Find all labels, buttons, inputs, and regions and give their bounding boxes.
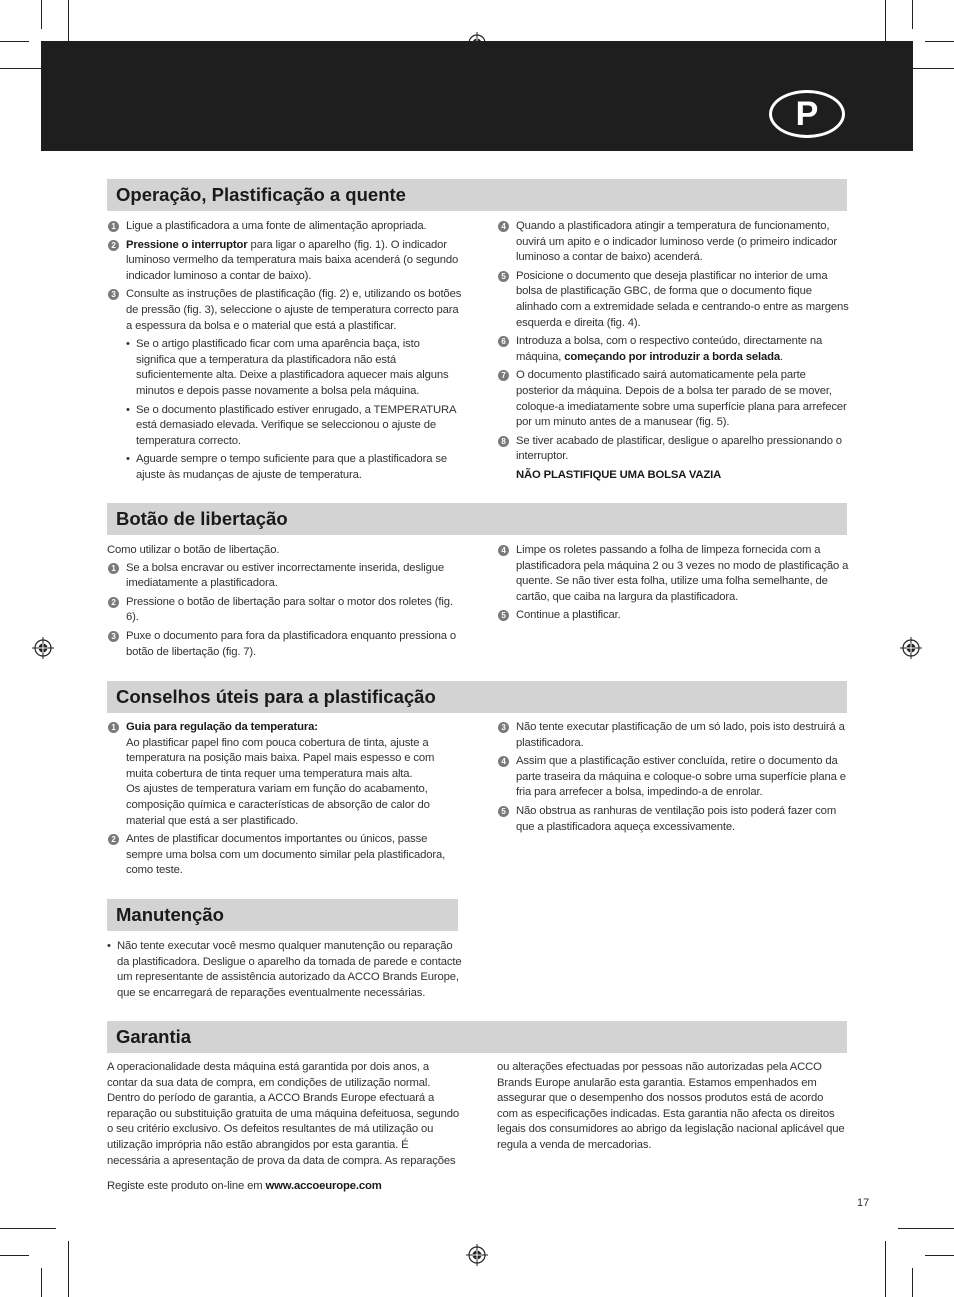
crop-mark <box>925 1255 954 1256</box>
tips-right-column <box>497 720 849 838</box>
crop-mark <box>898 1228 954 1229</box>
step-number-badge: 5 <box>498 610 509 621</box>
list-item <box>107 720 462 829</box>
step-text-bold: Pressione o interruptor <box>126 238 248 251</box>
step-text: Pressione o botão de libertação para soltar o motor dos roletes (fig. 6). <box>126 595 453 624</box>
intro-text: Como utilizar o botão de libertação. <box>107 544 280 556</box>
step-number-badge: 2 <box>108 240 119 251</box>
list-item <box>107 832 462 879</box>
list-item <box>497 219 849 266</box>
step-text: Ligue a plastificadora a uma fonte de alimentação apropriada. <box>126 220 427 232</box>
step-text: Assim que a plastificação estiver concluída, retire o documento da parte traseira da máquina e coloque-o sobre uma superfície plana e fria para arrefecer a bolsa, impedindo-a de enrolar. <box>516 755 846 799</box>
crop-mark <box>912 1268 913 1297</box>
bullet-item <box>107 452 462 483</box>
list-item <box>107 219 462 235</box>
list-item <box>497 334 849 365</box>
step-number-badge: 1 <box>108 722 119 733</box>
section-title: Botão de libertação <box>116 508 288 529</box>
header-band <box>41 41 913 151</box>
step-number-badge: 2 <box>108 597 119 608</box>
crop-mark <box>912 0 913 29</box>
list-item <box>107 238 462 285</box>
language-badge: P <box>769 90 845 138</box>
step-number-badge: 3 <box>108 631 119 642</box>
section-title: Garantia <box>116 1026 192 1047</box>
release-right-column <box>497 543 849 627</box>
step-text: para ligar o aparelho (fig. 1). O indicador luminoso vermelho da temperatura mais baixa acenderá (o segundo indicador luminoso a contar de baixo). <box>126 238 459 282</box>
step-text: Quando a plastificadora atingir a temperatura de funcionamento, ouvirá um apito e o indicador luminoso verde (o primeiro indicador luminoso a contar de baixo) acenderá. <box>516 220 838 264</box>
step-text: Consulte as instruções de plastificação (fig. 2) e, utilizando os botões de pressão (fig. 3), seleccione o ajuste de temperatura correcto para a espessura da bolsa e o material que está a plastificar. <box>126 288 462 332</box>
step-number-badge: 5 <box>498 271 509 282</box>
step-number-badge: 6 <box>498 336 509 347</box>
hot-lamination-left-column <box>107 219 462 487</box>
step-number-badge: 3 <box>498 722 509 733</box>
warranty-right-column <box>497 1060 845 1154</box>
list-item <box>497 434 849 484</box>
crop-mark <box>0 1228 56 1229</box>
crop-mark <box>885 1241 886 1297</box>
list-item <box>107 287 462 334</box>
step-text-bold: Guia para regulação da temperatura: <box>126 721 318 733</box>
list-item <box>497 608 849 624</box>
step-number-badge: 7 <box>498 370 509 381</box>
bullet-text: Não tente executar você mesmo qualquer manutenção ou reparação da plastificadora. Desligue o aparelho da tomada de parede e contacte um representante de assistência autorizado da ACCO Brands Europe, que se encarregará de reparações eventualmente necessárias. <box>117 940 462 999</box>
warning-text: NÃO PLASTIFIQUE UMA BOLSA VAZIA <box>516 468 722 481</box>
section-heading-release-button <box>107 503 847 535</box>
step-text: Continue a plastificar. <box>516 609 621 622</box>
step-number-badge: 8 <box>498 436 509 447</box>
crop-mark <box>0 41 29 42</box>
list-item <box>497 804 849 835</box>
list-item <box>497 269 849 331</box>
section-title: Operação, Plastificação a quente <box>116 184 406 205</box>
step-number-badge: 1 <box>108 221 119 232</box>
step-number-badge: 5 <box>498 806 509 817</box>
step-text: Ao plastificar papel fino com pouca cobertura de tinta, ajuste a temperatura na posição mais baixa. Papel mais espesso e com muita cobertura de tinta requer uma temperatura mais alta. <box>126 736 435 780</box>
registration-mark-icon <box>32 637 54 659</box>
step-text: Os ajustes de temperatura variam em função do acabamento, composição química e características de absorção de calor do material que está a ser plastificado. <box>126 783 430 827</box>
step-text: O documento plastificado sairá automaticamente pela parte posterior da máquina. Depois de a bolsa ter parado de se mover, coloque-a imediatamente sobre uma superfície plana para arrefecer por um minuto antes de a manusear (fig. 5). <box>516 369 847 429</box>
section-heading-tips <box>107 681 847 713</box>
step-text-bold: começando por introduzir a borda selada <box>564 350 781 363</box>
section-title: Manutenção <box>116 904 224 925</box>
release-left-column <box>107 543 462 663</box>
crop-mark <box>0 1255 29 1256</box>
step-text: Antes de plastificar documentos importantes ou únicos, passe sempre uma bolsa com um documento similar pela plastificadora, como teste. <box>126 833 446 877</box>
list-item <box>497 754 849 801</box>
step-text: Puxe o documento para fora da plastificadora enquanto pressiona o botão de libertação (fig. 7). <box>126 629 457 658</box>
list-item <box>497 368 849 430</box>
bullet-text: Se o documento plastificado estiver enrugado, a TEMPERATURA está demasiado elevada. Verifique se seleccionou o ajuste de temperatura correcto. <box>136 403 456 447</box>
step-number-badge: 2 <box>108 834 119 845</box>
crop-mark <box>925 41 954 42</box>
list-item <box>107 629 462 660</box>
list-item <box>107 595 462 626</box>
registration-mark-icon <box>466 1244 488 1266</box>
register-link[interactable]: www.accoeurope.com <box>265 1180 382 1193</box>
warranty-left-column <box>107 1060 462 1195</box>
section-heading-maintenance <box>107 899 458 931</box>
crop-mark <box>68 1241 69 1297</box>
bullet-item <box>107 939 462 1001</box>
warranty-text: ou alterações efectuadas por pessoas não autorizadas pela ACCO Brands Europe anularão esta garantia. Estamos empenhados em assegurar que o desempenho dos nossos produtos está de acordo com as especificações indicadas. Esta garantia não afecta os direitos legais dos consumidores ao abrigo da legislação nacional aplicável que regula a venda de mercadorias. <box>497 1061 845 1151</box>
section-title: Conselhos úteis para a plastificação <box>116 686 436 707</box>
step-text: Se a bolsa encravar ou estiver incorrectamente inserida, desligue imediatamente a plastificadora. <box>126 561 445 590</box>
step-text: Limpe os roletes passando a folha de limpeza fornecida com a plastificadora pela máquina 2 ou 3 vezes no modo de plastificação a quente. Se não tiver esta folha, utilize uma folha semelhante, de cartão, que caiba na largura da plastificadora. <box>516 544 849 603</box>
bullet-item <box>107 403 462 450</box>
step-number-badge: 4 <box>498 756 509 767</box>
section-heading-hot-lamination <box>107 179 847 211</box>
bullet-item <box>107 337 462 399</box>
maintenance-column <box>107 939 462 1001</box>
register-text: Registe este produto on-line em <box>107 1180 266 1193</box>
crop-mark <box>41 1268 42 1297</box>
step-number-badge: 1 <box>108 563 119 574</box>
step-number-badge: 4 <box>498 221 509 232</box>
list-item <box>497 543 849 605</box>
crop-mark <box>41 0 42 29</box>
bullet-text: Aguarde sempre o tempo suficiente para que a plastificadora se ajuste às mudanças de ajuste de temperatura. <box>136 453 447 481</box>
step-text: Se tiver acabado de plastificar, desligue o aparelho pressionando o interruptor. <box>516 434 842 463</box>
step-text: Não obstrua as ranhuras de ventilação pois isto poderá fazer com que a plastificadora aqueça excessivamente. <box>516 804 837 833</box>
section-heading-warranty <box>107 1021 847 1053</box>
register-line <box>107 1179 462 1195</box>
hot-lamination-right-column <box>497 219 849 487</box>
bullet-text: Se o artigo plastificado ficar com uma aparência baça, isto significa que a temperatura da plastificadora não está suficientemente alta. Deixe a plastificadora aquecer mais alguns minutos e depois passe novamente a bolsa pela máquina. <box>136 338 449 397</box>
list-item <box>107 561 462 592</box>
step-text: Introduza a bolsa, com o respectivo conteúdo, directamente na máquina, <box>516 335 823 363</box>
step-text: Não tente executar plastificação de um só lado, pois isto destruirá a plastificadora. <box>516 721 845 749</box>
list-item <box>497 720 849 751</box>
tips-left-column <box>107 720 462 882</box>
step-number-badge: 4 <box>498 545 509 556</box>
step-text: Posicione o documento que deseja plastificar no interior de uma bolsa de plastificação GBC, de forma que o documento fique alinhado com a extremidade selada e centrando-o entre as margens esquerda e direita (fig. 4). <box>516 269 849 329</box>
page-number: 17 <box>857 1197 870 1209</box>
registration-mark-icon <box>900 637 922 659</box>
warranty-text: A operacionalidade desta máquina está garantida por dois anos, a contar da sua data de compra, em condições de utilização normal. Dentro do período de garantia, a ACCO Brands Europe efectuará a reparação ou substituição gratuita de uma máquina defeituosa, segundo o seu critério exclusivo. Os defeitos resultantes de má utilização ou utilização imprópria não estão abrangidos por esta garantia. É necessária a apresentação de prova da data de compra. As reparações <box>107 1061 460 1167</box>
step-text: . <box>780 350 784 363</box>
step-number-badge: 3 <box>108 289 119 300</box>
